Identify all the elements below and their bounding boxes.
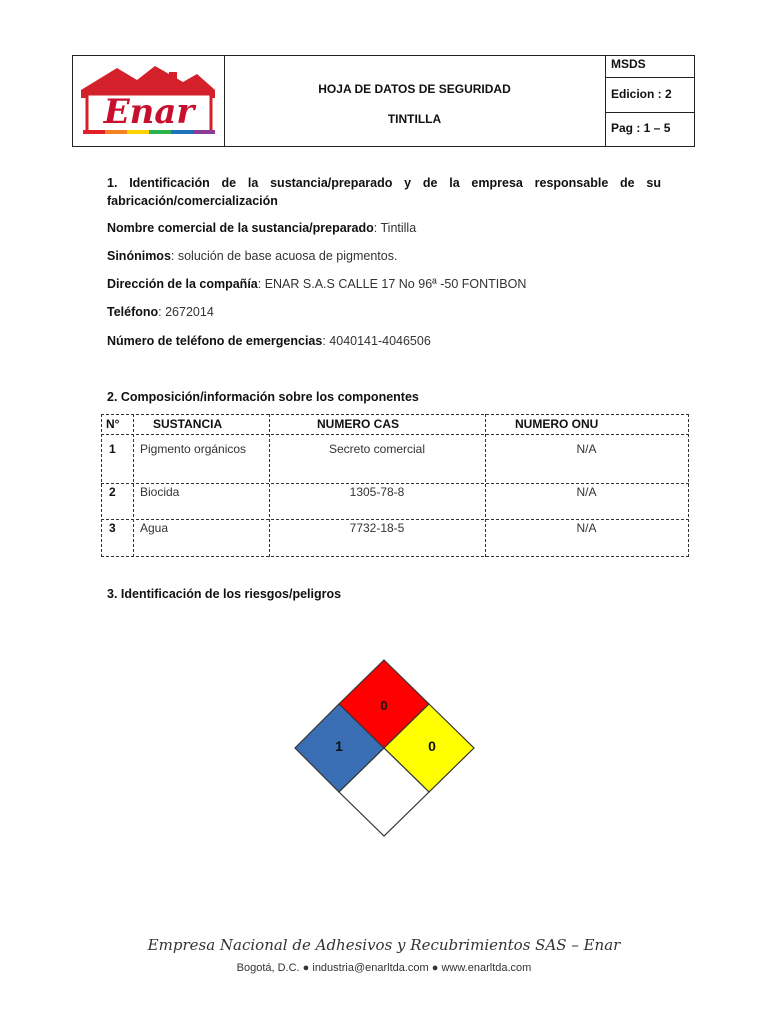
enar-logo <box>73 56 224 146</box>
table-row-2-onu: N/A <box>576 485 597 499</box>
svg-text:Enar: Enar <box>103 92 195 132</box>
synonyms-value: : solución de base acuosa de pigmentos. <box>170 249 398 263</box>
address-line <box>107 275 526 293</box>
document-title: HOJA DE DATOS DE SEGURIDAD <box>318 82 511 96</box>
phone-label: Teléfono <box>107 305 159 319</box>
table-row-3-n: 3 <box>109 521 116 535</box>
address-label: Dirección de la compañía <box>107 277 258 291</box>
product-name: TINTILLA <box>387 112 442 126</box>
logo-cell <box>73 56 225 146</box>
table-row-2-substance: Biocida <box>140 485 180 499</box>
header-meta-cell <box>605 56 694 146</box>
trade-name-line <box>107 219 416 237</box>
section2-heading: 2. Composición/información sobre los componentes <box>107 390 419 404</box>
table-row-3-cas: 7732-18-5 <box>349 521 405 535</box>
document-header <box>72 55 695 147</box>
nfpa-health-value: 1 <box>335 738 343 754</box>
col-header-cas: NUMERO CAS <box>317 417 400 431</box>
nfpa-reactivity-value: 0 <box>428 738 436 754</box>
table-row-1-cas: Secreto comercial <box>328 442 426 456</box>
nfpa-diamond <box>292 657 478 853</box>
phone-line <box>107 303 214 321</box>
table-row-3-substance: Agua <box>140 521 169 535</box>
nfpa-flammability-value: 0 <box>380 698 388 713</box>
table-row-3-onu: N/A <box>576 521 597 535</box>
emergency-label: Número de teléfono de emergencias <box>107 334 323 348</box>
table-row-1-substance: Pigmento orgánicos <box>140 442 247 456</box>
table-row-1-n: 1 <box>109 442 116 456</box>
edition: Edicion : 2 <box>605 78 694 113</box>
composition-table <box>101 414 689 557</box>
col-header-substance: SUSTANCIA <box>153 417 223 431</box>
section1-heading: 1. Identificación de la sustancia/preparado y de la empresa responsable de su fabricación/comercialización <box>107 176 661 208</box>
emergency-line <box>107 332 431 350</box>
synonyms-line <box>107 247 397 265</box>
table-row-2-cas: 1305-78-8 <box>349 485 405 499</box>
table-row-2-n: 2 <box>109 485 116 499</box>
footer-contact: Bogotá, D.C. ● industria@enarltda.com ● www.enarltda.com <box>236 962 532 974</box>
table-row-1-onu: N/A <box>576 442 597 456</box>
doc-code: MSDS <box>605 56 694 78</box>
section3-heading: 3. Identificación de los riesgos/peligros <box>107 587 342 601</box>
phone-value: : 2672014 <box>158 305 214 319</box>
header-title-cell <box>224 56 606 146</box>
synonyms-label: Sinónimos <box>107 249 171 263</box>
trade-name-value: : Tintilla <box>373 221 417 235</box>
col-header-n: N° <box>106 417 120 431</box>
footer-company: Empresa Nacional de Adhesivos y Recubrimientos SAS – Enar <box>147 936 621 954</box>
trade-name-label: Nombre comercial de la sustancia/preparado <box>107 221 374 235</box>
col-header-onu: NUMERO ONU <box>515 417 599 431</box>
page-count: Pag : 1 – 5 <box>611 121 671 135</box>
address-value: : ENAR S.A.S CALLE 17 No 96ª -50 FONTIBON <box>257 277 527 291</box>
emergency-value: : 4040141-4046506 <box>322 334 431 348</box>
